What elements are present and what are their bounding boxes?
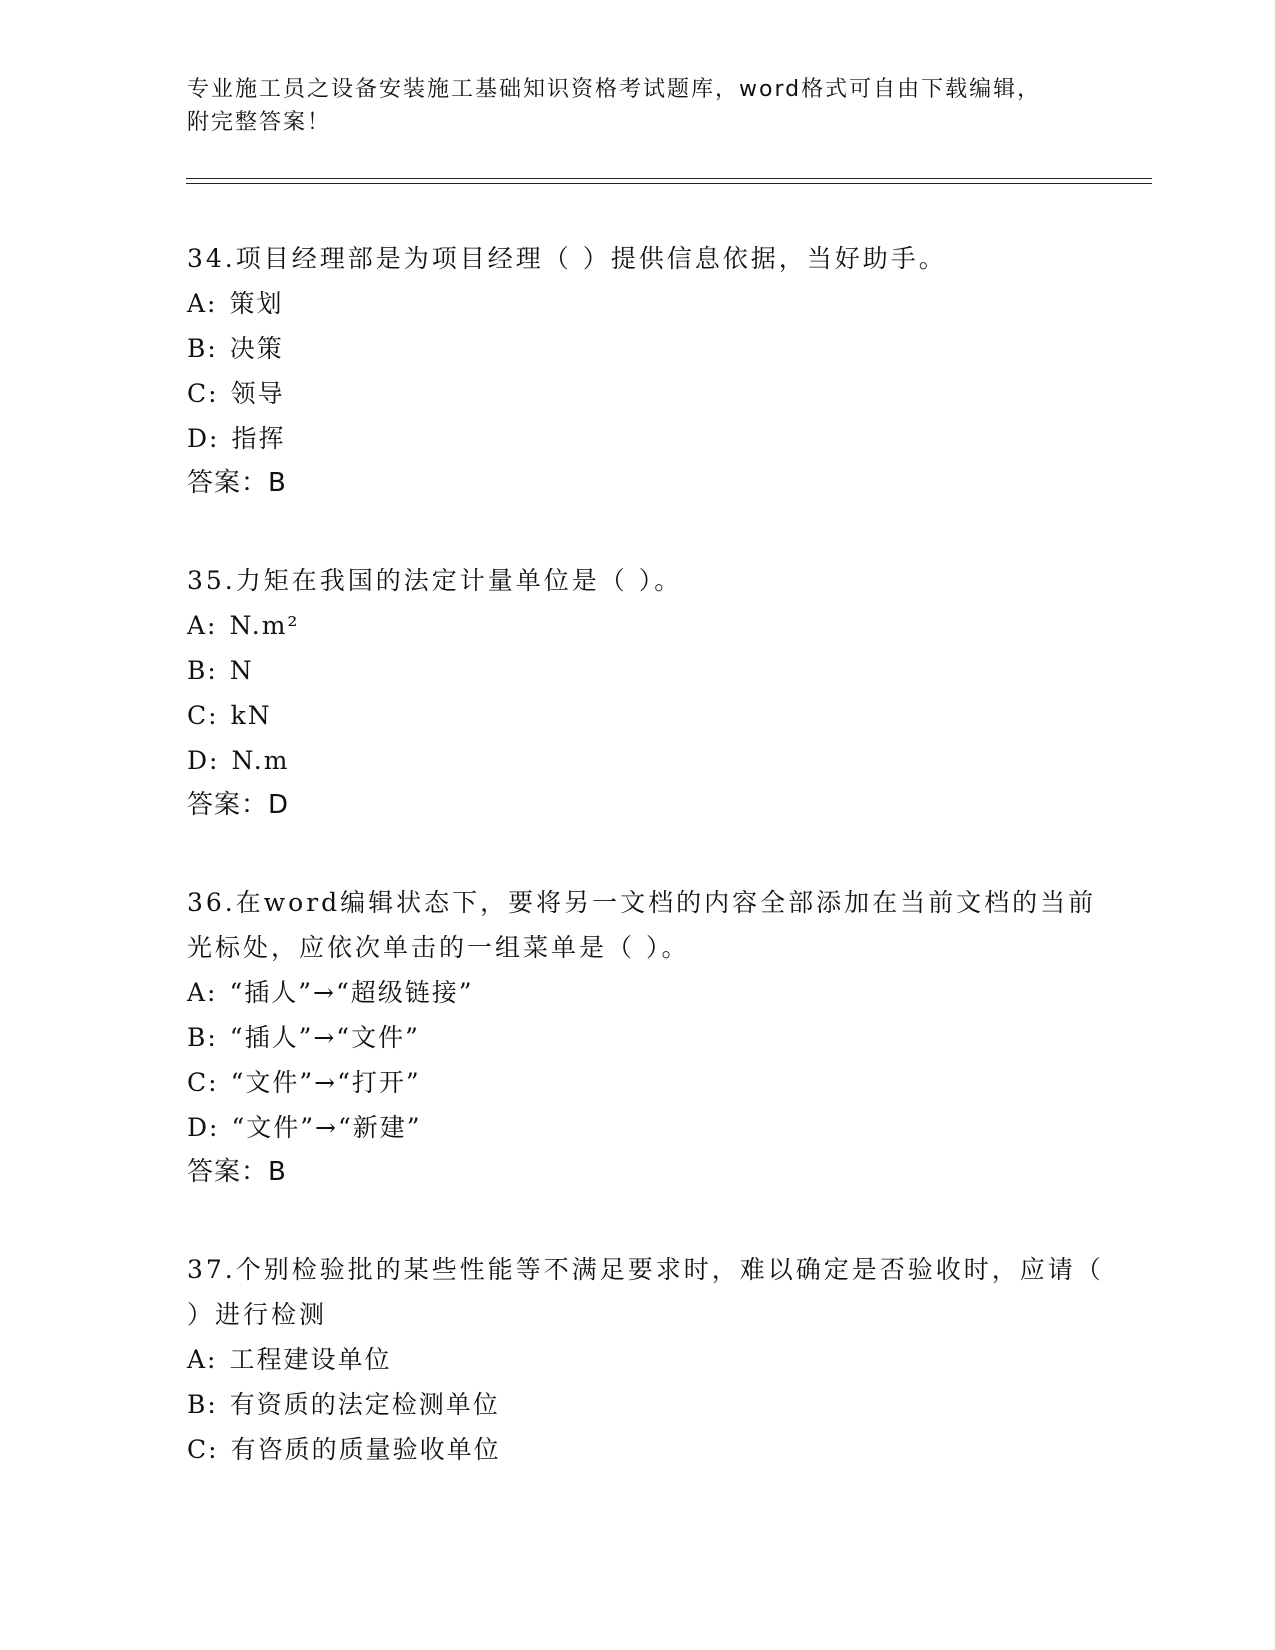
answer-line: 答案：D [187,790,290,820]
option-a [187,603,1107,648]
option-b [187,326,1107,371]
option-a [187,1337,1107,1382]
question-35 [187,558,1107,828]
option-letter: B: [187,334,218,363]
option-letter: B: [187,1023,218,1052]
option-letter: A: [187,978,218,1007]
option-letter: D: [187,1113,220,1142]
answer-line: 答案：B [187,468,287,498]
option-text: N.m [231,746,290,775]
option-text: 领导 [230,379,285,408]
option-text: 工程建设单位 [229,1345,392,1374]
question-stem: 35.力矩在我国的法定计量单位是（ ）。 [187,566,683,595]
header-line-1: 专业施工员之设备安装施工基础知识资格考试题库，word格式可自由下载编辑， [187,77,1042,102]
option-a [187,281,1107,326]
option-text: N [229,656,254,685]
option-d [187,738,1107,783]
option-text: “文件”→“新建” [231,1113,422,1142]
option-c [187,1060,1107,1105]
option-letter: A: [187,1345,218,1374]
option-letter: B: [187,656,218,685]
option-text: 有资质的法定检测单位 [229,1390,500,1419]
question-stem: 37.个别检验批的某些性能等不满足要求时，难以确定是否验收时，应请（ ）进行检测 [187,1255,1104,1329]
option-b [187,648,1107,693]
option-c [187,371,1107,416]
question-37 [187,1247,1107,1472]
option-text: 决策 [229,334,284,363]
option-d [187,1105,1107,1150]
option-c [187,693,1107,738]
header-divider-bottom [186,183,1152,184]
option-letter: A: [187,289,218,318]
question-36 [187,880,1107,1195]
header-line-2: 附完整答案！ [187,110,332,135]
option-letter: A: [187,611,218,640]
option-c [187,1427,1107,1472]
option-text: 策划 [229,289,284,318]
option-text: “插人”→“超级链接” [229,978,474,1007]
option-letter: C: [187,701,219,730]
question-stem: 34.项目经理部是为项目经理（ ）提供信息依据，当好助手。 [187,244,947,273]
option-letter: C: [187,1435,219,1464]
option-b [187,1015,1107,1060]
question-34 [187,236,1107,506]
option-a [187,970,1107,1015]
option-text: kN [230,701,272,730]
option-letter: D: [187,424,220,453]
option-letter: D: [187,746,220,775]
question-stem: 36.在word编辑状态下，要将另一文档的内容全部添加在当前文档的当前光标处，应依次单击的一组菜单是（ ）。 [187,888,1097,962]
option-letter: C: [187,1068,219,1097]
option-b [187,1382,1107,1427]
option-text: “文件”→“打开” [230,1068,421,1097]
option-letter: C: [187,379,219,408]
option-text: 指挥 [231,424,286,453]
option-text: N.m² [229,611,300,640]
answer-line: 答案：B [187,1157,287,1187]
header-divider-top [186,178,1152,179]
option-text: “插人”→“文件” [229,1023,420,1052]
option-d [187,416,1107,461]
question-list [187,236,1107,1524]
document-header [187,73,1087,139]
option-letter: B: [187,1390,218,1419]
option-text: 有咨质的质量验收单位 [230,1435,501,1464]
